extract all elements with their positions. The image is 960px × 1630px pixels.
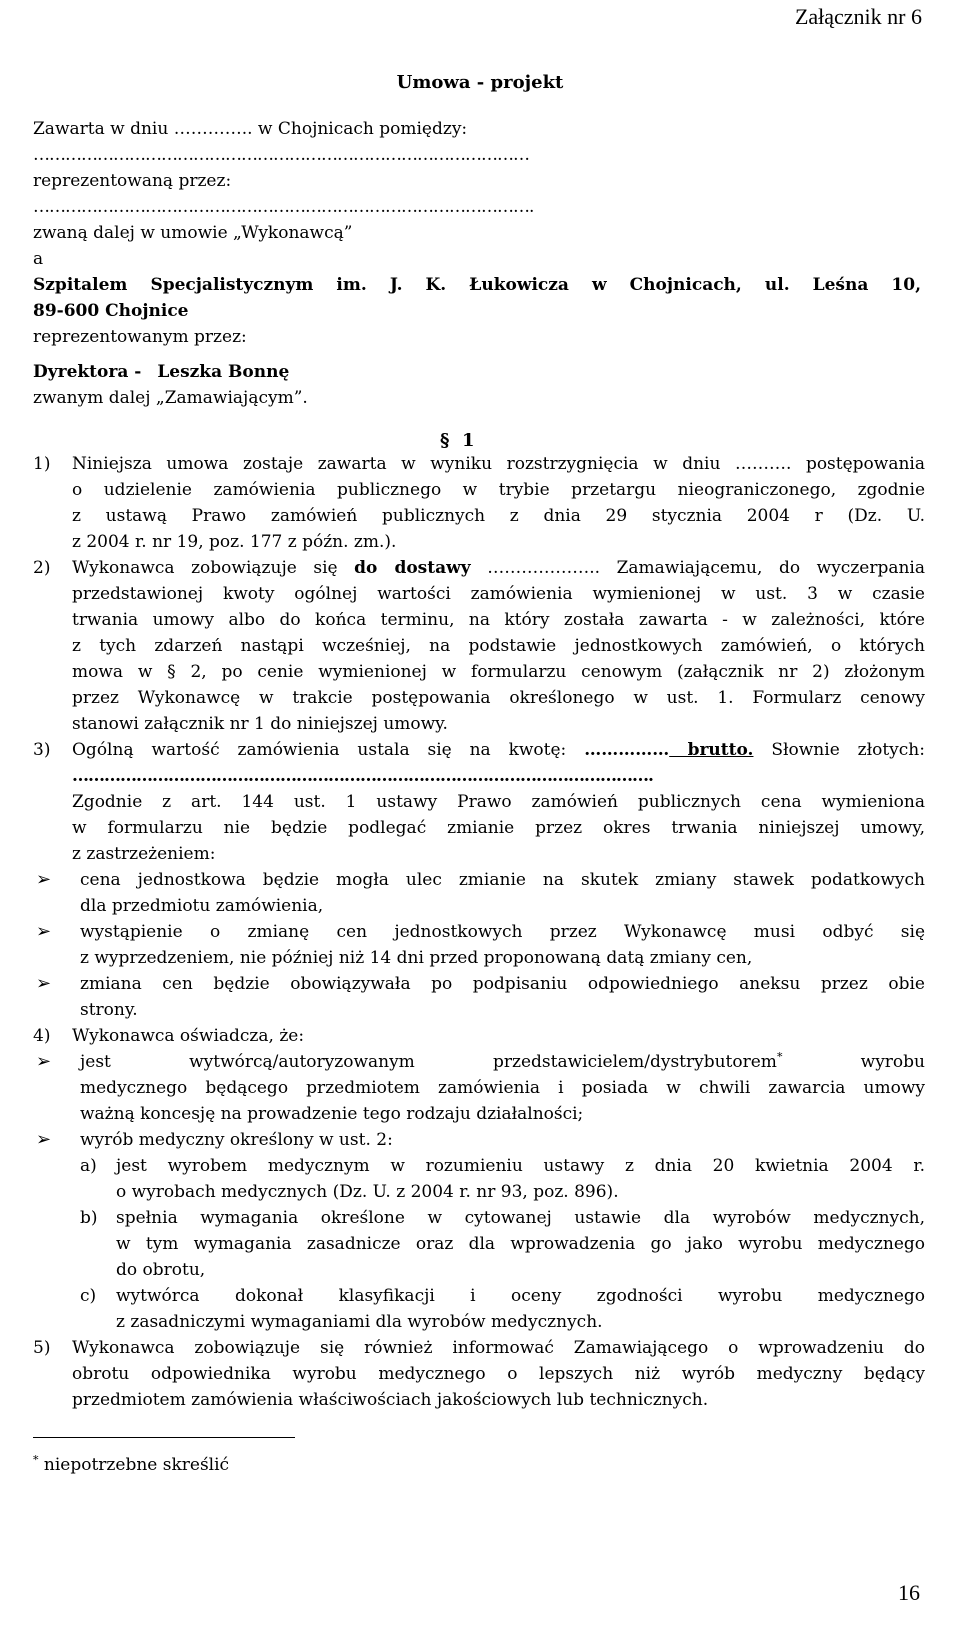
director-title [33,359,289,385]
hospital-address-line: 89-600 Chojnice [33,301,189,321]
arrow-bullet-icon: ➢ [36,921,52,942]
item-1-line-3: z ustawą Prawo zamówień publicznych z dnia 29 stycznia 2004 r (Dz. U. [72,506,925,526]
represented-by-label: reprezentowaną przez: [33,171,232,191]
item-5-number: 5) [33,1338,51,1358]
amount-in-words-blank: ………………………………………………………………………………………………. [72,766,653,786]
arrow-bullet-icon: ➢ [36,1129,52,1150]
bullet-4-text: jest wytwórcą/autoryzowanym przedstawicielem/dystrybutorem [80,1052,777,1072]
section-number: 1 [461,430,475,451]
item-2-line-2: przedstawionej kwoty ogólnej wartości zamówienia wymienionej w ust. 3 w czasie [72,584,925,604]
sub-item-b-line-3: do obrotu, [116,1260,206,1280]
page-number: 16 [898,1580,920,1605]
item-5-line-3: przedmiotem zamówienia właściwościach jakościowych lub technicznych. [72,1390,709,1410]
director-name: Leszka Bonnę [157,362,290,382]
sub-item-c-label: c) [80,1286,97,1306]
item-1-number: 1) [33,454,51,474]
bullet-1-line-1: cena jednostkowa będzie mogła ulec zmianie na skutek zmiany stawek podatkowych [80,870,925,890]
blank-representative-line: …………………………………………………………………………………. [33,197,534,217]
in-words-label: Słownie złotych: [753,740,925,760]
sub-item-b-label: b) [80,1208,98,1228]
item-5-line-2: obrotu odpowiednika wyrobu medycznego o lepszych niż wyrób medyczny będący [72,1364,925,1384]
sub-item-b-line-1: spełnia wymagania określone w cytowanej ustawie dla wyrobów medycznych, [116,1208,925,1228]
item-2-line-3: trwania umowy albo do końca terminu, na który została zawarta - w zależności, które [72,610,925,630]
item-3-line-5: z zastrzeżeniem: [72,844,216,864]
footnote-marker: * [776,1050,783,1064]
bullet-4-line-2: medycznego będącego przedmiotem zamówienia i posiada w chwili zawarcia umowy [80,1078,925,1098]
item-5-line-1: Wykonawca zobowiązuje się również informować Zamawiającego o wprowadzeniu do [72,1338,925,1358]
bullet-3-line-2: strony. [80,1000,138,1020]
concluded-line: Zawarta w dniu ………….. w Chojnicach pomiędzy: [33,119,468,139]
bullet-3-line-1: zmiana cen będzie obowiązywała po podpisaniu odpowiedniego aneksu przez obie [80,974,925,994]
item-2-number: 2) [33,558,51,578]
amount-blank: …………… [584,740,670,760]
bullet-5-line-1: wyrób medyczny określony w ust. 2: [80,1130,393,1150]
sub-item-a-label: a) [80,1156,97,1176]
sub-item-a-line-2: o wyrobach medycznych (Dz. U. z 2004 r. nr 93, poz. 896). [116,1182,619,1202]
item-1-line-2: o udzielenie zamówienia publicznego w trybie przetargu nieograniczonego, zgodnie [72,480,925,500]
item-2-delivery: do dostawy [354,558,471,578]
item-2-line-5: mowa w § 2, po cenie wymienionej w formularzu cenowym (załącznik nr 2) złożonym [72,662,925,682]
attachment-label: Załącznik nr 6 [794,4,922,29]
item-2-line-4: z tych zdarzeń nastąpi wcześniej, na podstawie jednostkowych zamówień, o których [72,636,925,656]
item-2-line-6: przez Wykonawcę w trakcie postępowania określonego w ust. 1. Formularz cenowy [72,688,925,708]
arrow-bullet-icon: ➢ [36,973,52,994]
footnote-star: * [33,1453,39,1467]
item-3-line-3: Zgodnie z art. 144 ust. 1 ustawy Prawo zamówień publicznych cena wymieniona [72,792,925,812]
document-title: Umowa - projekt [396,72,564,93]
section-symbol: § [440,430,450,451]
item-3-number: 3) [33,740,51,760]
bullet-4-line-3: ważną koncesję na prowadzenie tego rodzaju działalności; [80,1104,584,1124]
bullet-2-line-1: wystąpienie o zmianę cen jednostkowych przez Wykonawcę musi odbyć się [80,922,925,942]
hospital-name-line: Szpitalem Specjalistycznym im. J. K. Łukowicza w Chojnicach, ul. Leśna 10, [33,275,921,295]
ordering-party-naming: zwanym dalej „Zamawiającym”. [33,388,308,408]
item-2-line-7: stanowi załącznik nr 1 do niniejszej umowy. [72,714,448,734]
item-3-line-1 [72,737,925,763]
footnote-text: niepotrzebne skreślić [38,1455,230,1475]
item-2-text-c: ……………….. Zamawiającemu, do wyczerpania [470,558,925,578]
gross-label: brutto. [669,740,754,760]
arrow-bullet-icon: ➢ [36,869,52,890]
item-4-number: 4) [33,1026,51,1046]
item-1-line-4: z 2004 r. nr 19, poz. 177 z późn. zm.). [72,532,397,552]
item-1-line-1: Niniejsza umowa zostaje zawarta w wyniku rozstrzygnięcia w dniu ………. postępowania [72,454,925,474]
footnote [33,1452,229,1478]
arrow-bullet-icon: ➢ [36,1051,52,1072]
item-2-text-a: Wykonawca zobowiązuje się [72,558,355,578]
director-label: Dyrektora - [33,362,142,382]
sub-item-a-line-1: jest wyrobem medycznym w rozumieniu ustawy z dnia 20 kwietnia 2004 r. [116,1156,925,1176]
sub-item-b-line-2: w tym wymagania zasadnicze oraz dla wprowadzenia go jako wyrobu medycznego [116,1234,925,1254]
conjunction: a [33,249,44,269]
item-3-text: Ogólną wartość zamówienia ustala się na kwotę: [72,740,585,760]
represented-by-label-2: reprezentowanym przez: [33,327,247,347]
bullet-4-line-1 [80,1049,925,1075]
contractor-naming: zwaną dalej w umowie „Wykonawcą” [33,223,353,243]
sub-item-c-line-2: z zasadniczymi wymaganiami dla wyrobów medycznych. [116,1312,603,1332]
item-2-line-1 [72,555,925,581]
bullet-4-text-end: wyrobu [782,1052,925,1072]
item-4-line-1: Wykonawca oświadcza, że: [72,1026,305,1046]
bullet-1-line-2: dla przedmiotu zamówienia, [80,896,324,916]
bullet-2-line-2: z wyprzedzeniem, nie później niż 14 dni przed proponowaną datą zmiany cen, [80,948,753,968]
sub-item-c-line-1: wytwórca dokonał klasyfikacji i oceny zgodności wyrobu medycznego [116,1286,925,1306]
blank-party-line: ………………………………………………………………………………… [33,145,529,165]
item-3-line-4: w formularzu nie będzie podlegać zmianie przez okres trwania niniejszej umowy, [72,818,925,838]
footnote-separator [33,1437,295,1438]
